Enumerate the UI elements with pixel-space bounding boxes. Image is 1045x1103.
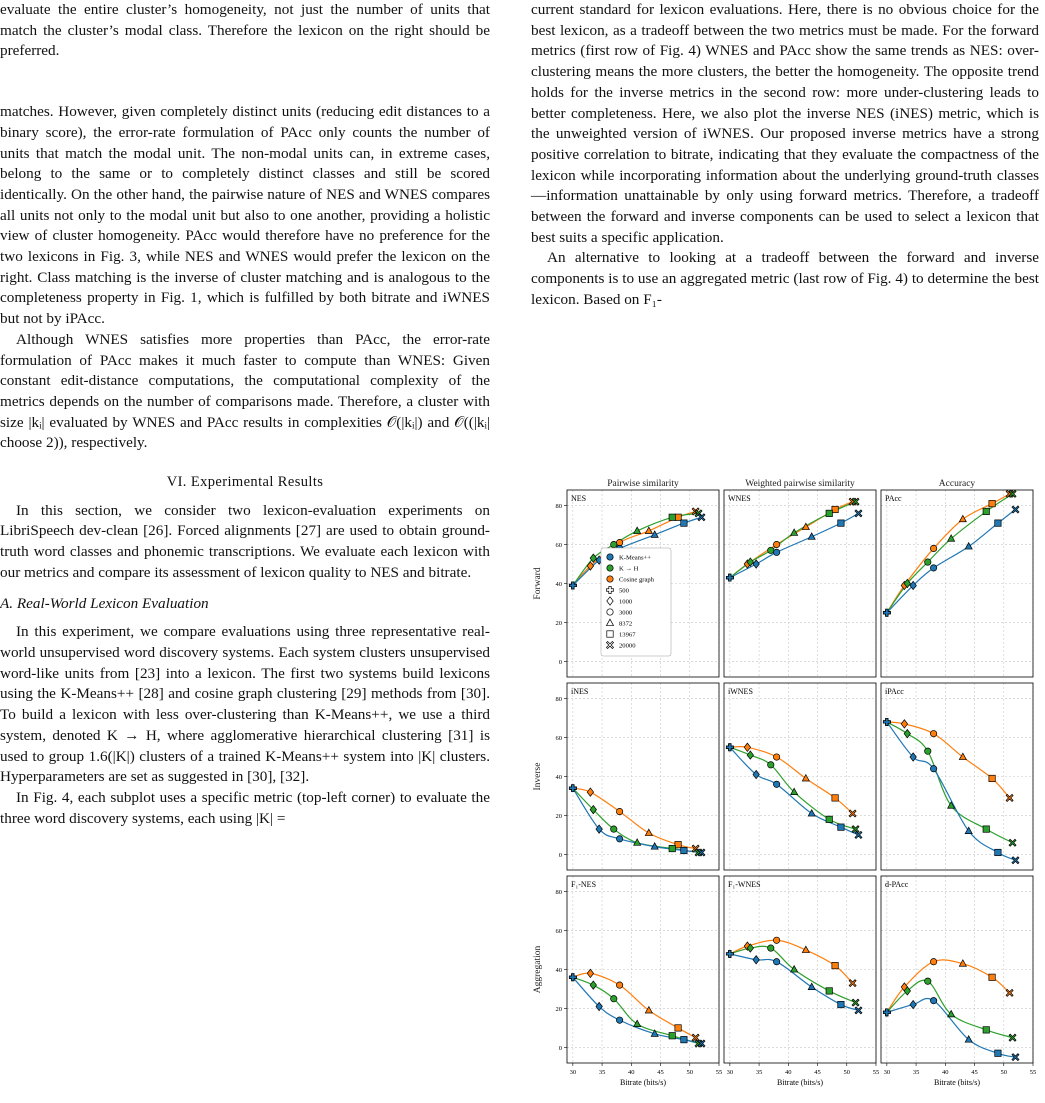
subplot-title: WNES [728,494,751,503]
marker-diamond [904,729,910,737]
marker-diamond [753,560,759,568]
marker-circle [768,762,774,768]
marker-triangle [791,966,798,972]
subplot-F₁-NES [556,876,723,1087]
marker-square [983,1027,989,1033]
row-label: Inverse [533,762,543,791]
marker-circle [616,836,622,842]
marker-triangle [808,810,815,816]
column-title: Weighted pairwise similarity [745,479,855,489]
marker-triangle [802,775,809,781]
row-label: Forward [533,567,543,600]
marker-triangle [959,753,966,759]
marker-square [681,847,687,853]
x-tick-label: 50 [686,1069,694,1076]
x-tick-label: 50 [1000,1069,1008,1076]
marker-diamond [587,969,593,977]
paragraph: matches. However, given completely distinct units (reducing edit distances to a binary score), the error-rate formulation of PAcc only counts the number of units that match the modal unit. The non-modal units can, in extreme cases, belong to the same or to completely distinct classes and still be scored identically. On the other hand, the pairwise nature of NES and WNES compares all units not only to the modal unit but also to one another, providing a holistic view of cluster homogeneity. PAcc would therefore have no preference for the two lexicons in Fig. 3, while NES and WNES would prefer the lexicon on the right. Class matching is the inverse of cluster matching and is analogous to the completeness property in Fig. 1, which is fulfilled by both bitrate and iWNES but not by iPAcc. [0,103,490,328]
marker-circle [616,1017,622,1023]
legend-swatch [607,565,613,571]
marker-square [669,1033,675,1039]
marker-square [681,1036,687,1042]
series-line [887,722,1013,843]
series-line [730,946,856,1002]
y-tick-label: 80 [555,889,562,897]
marker-diamond [590,981,596,989]
marker-x [852,999,859,1006]
marker-diamond [901,720,907,728]
legend-label: 13967 [619,631,636,639]
marker-square [669,514,675,520]
marker-square [989,775,995,781]
section-heading: VI. Experimental Results [166,474,324,491]
y-tick-label: 60 [555,928,562,936]
subplot-NES [556,490,720,677]
marker-square [995,849,1001,855]
subplot-title: iNES [571,687,589,696]
marker-circle [773,549,779,555]
marker-square [675,1025,681,1031]
x-tick-label: 30 [883,1069,891,1076]
y-tick-label: 0 [558,1044,562,1052]
marker-square [995,520,1001,526]
marker-circle [930,959,936,965]
subplot-title: F₁-NES [571,880,597,889]
legend-label: 500 [619,587,629,595]
subplot-title: iWNES [728,687,753,696]
legend-label: Cosine graph [619,576,654,584]
marker-diamond [910,1000,916,1008]
marker-x [1009,1034,1016,1041]
marker-x [849,810,856,817]
column-title: Accuracy [938,479,976,489]
y-tick-label: 60 [555,735,562,743]
marker-x [849,980,856,987]
marker-diamond [744,743,750,751]
column-title: Pairwise similarity [607,479,679,489]
x-tick-label: 55 [715,1069,723,1076]
marker-x [1006,989,1013,996]
x-axis-label: Bitrate (bits/s) [620,1078,666,1087]
marker-circle [930,766,936,772]
marker-circle [925,748,931,754]
marker-circle [773,541,779,547]
legend [601,548,671,656]
marker-circle [616,539,622,545]
subplot-d-PAcc [881,876,1036,1087]
series-line [730,747,856,829]
y-tick-label: 40 [555,967,562,974]
subplot-iWNES [724,683,876,870]
legend-label: 20000 [619,642,636,650]
marker-square [681,520,687,526]
marker-triangle [965,543,972,549]
left-column [0,0,490,829]
y-tick-label: 80 [555,696,562,704]
paragraph: In Fig. 4, each subplot uses a specific metric (top-left corner) to evaluate the three word discovery systems, each using |K| = [0,788,490,827]
marker-square [832,506,838,512]
series-line [887,999,1016,1058]
x-tick-label: 55 [1029,1069,1037,1076]
marker-square [826,510,832,516]
marker-square [983,826,989,832]
subplot-F₁-WNES [724,876,879,1087]
marker-square [669,845,675,851]
marker-square [838,1001,844,1007]
subplot-WNES [724,490,876,677]
marker-circle [925,559,931,565]
figure-4-grid [531,478,1045,1103]
marker-circle [925,978,931,984]
marker-circle [616,808,622,814]
y-tick-label: 20 [555,812,562,820]
marker-diamond [747,751,753,759]
marker-square [995,1050,1001,1056]
y-tick-label: 0 [558,658,562,666]
subplot-title: d-PAcc [885,880,909,889]
marker-square [832,962,838,968]
marker-square [607,631,613,637]
legend-swatch [607,576,613,582]
x-tick-label: 35 [755,1069,763,1076]
y-tick-label: 40 [555,581,562,588]
y-tick-label: 20 [555,619,562,627]
marker-diamond [753,956,759,964]
marker-circle [930,545,936,551]
paragraph: current standard for lexicon evaluations. Here, there is no obvious choice for the best lexicon, as a tradeoff between the two metrics must be made. For the forward metrics (first row of Fig. 4) WNES and PAcc show the same trends as NES: over-clustering means the more clusters, the better the homogeneity. The opposite trend holds for the inverse metrics in the second row: more under-clustering leads to better completeness. Here, we also plot the inverse NES (iNES) metric, which is the unweighted version of iWNES. Our proposed inverse metrics have a strong positive correlation to bitrate, indicating that they evaluate the compactness of the lexicon while incorporating information about the underlying ground-truth classes—information unattainable by only using forward metrics. Therefore, a tradeoff between the forward and inverse components can be used to select a lexicon that best suits a specific application. [531,1,1039,246]
marker-triangle [959,515,966,521]
paragraph: In this section, we consider two lexicon-evaluation experiments on LibriSpeech dev-clean [26]. Forced alignments [27] are used to obtain ground-truth word classes and phonemic transcriptions. We evaluate each lexicon with our metrics and compare its assessment of lexicon quality to NES and bitrate. [0,501,490,581]
y-tick-label: 0 [558,851,562,859]
marker-x [1012,506,1019,513]
marker-circle [768,547,774,553]
x-tick-label: 40 [628,1069,635,1076]
subplot-iPAcc [881,683,1033,870]
paragraph: An alternative to looking at a tradeoff between the forward and inverse components is to use an aggregated metric (last row of Fig. 4) to determine the best lexicon. Based on F₁- [531,249,1039,308]
x-tick-label: 45 [971,1069,978,1076]
x-axis-label: Bitrate (bits/s) [934,1078,980,1087]
marker-triangle [634,1020,641,1026]
x-tick-label: 35 [912,1069,920,1076]
marker-x [1006,794,1013,801]
right-column [531,0,1039,311]
marker-triangle [808,983,815,989]
subplot-title: NES [571,494,587,503]
marker-x [1012,857,1019,864]
subplot-title: PAcc [885,494,902,503]
x-tick-label: 40 [942,1069,949,1076]
marker-circle [773,937,779,943]
marker-square [675,841,681,847]
legend-label: K-Means++ [619,554,651,562]
paragraph: Although WNES satisfies more properties than PAcc, the error-rate formulation of PAcc makes it much faster to compute than WNES: Given constant edit-distance computations, the computational complexity of the metrics depends on the number of comparisons made. Therefore, a cluster with size |kᵢ| evaluated by WNES and PAcc results in complexities 𝒪(|kᵢ|) and 𝒪((|kᵢ| choose 2)), respectively. [0,330,490,452]
x-tick-label: 35 [598,1069,606,1076]
marker-square [989,500,995,506]
x-tick-label: 30 [726,1069,734,1076]
x-tick-label: 45 [657,1069,664,1076]
marker-square [675,514,681,520]
paragraph: In this experiment, we compare evaluations using three representative real-world unsupervised word discovery systems. Each system clusters unsupervised word-like units from [23] into a lexicon. The first two systems build lexicons using the K-Means++ [28] and cosine graph clustering [29] methods from [30]. To build a lexicon with less over-clustering than K-Means++, we use a third system, denoted K → H, where agglomerative hierarchical clustering [31] is used to group 1.6(|K|) clusters of a trained K-Means++ system into |K| clusters. Hyperparameters are set as suggested in [30], [32]. [0,623,490,786]
marker-x [855,1007,862,1014]
subsection-heading: A. Real-World Lexicon Evaluation [0,594,209,612]
marker-square [989,974,995,980]
x-tick-label: 40 [785,1069,792,1076]
marker-x [1009,839,1016,846]
marker-diamond [753,770,759,778]
marker-plus [726,950,733,957]
legend-label: 8372 [619,620,633,628]
subplot-title: F₁-WNES [728,880,761,889]
marker-square [826,988,832,994]
marker-circle [611,541,617,547]
marker-circle [611,996,617,1002]
marker-triangle [645,829,652,835]
y-tick-label: 20 [555,1005,562,1013]
subplot-iNES [556,683,720,870]
marker-circle [930,997,936,1003]
marker-x [855,510,862,517]
legend-swatch [607,554,613,560]
marker-circle [930,730,936,736]
legend-label: 3000 [619,609,633,617]
series-line [887,722,1016,860]
marker-circle [930,565,936,571]
marker-diamond [587,788,593,796]
marker-square [826,816,832,822]
marker-square [838,824,844,830]
legend-label: K → H [619,565,639,573]
x-tick-label: 55 [872,1069,880,1076]
x-tick-label: 30 [569,1069,577,1076]
x-tick-label: 50 [843,1069,851,1076]
marker-square [832,795,838,801]
y-tick-label: 80 [555,503,562,511]
marker-triangle [645,1007,652,1013]
marker-circle [773,781,779,787]
y-tick-label: 40 [555,774,562,781]
marker-square [983,508,989,514]
x-tick-label: 45 [814,1069,821,1076]
marker-circle [773,959,779,965]
marker-circle [607,609,613,615]
paragraph: evaluate the entire cluster’s homogeneity, not just the number of units that match the cluster’s modal class. Therefore the lexicon on the right should be preferred. [0,1,490,60]
marker-circle [611,826,617,832]
subplot-title: iPAcc [885,687,904,696]
marker-square [838,520,844,526]
y-tick-label: 60 [555,542,562,550]
x-axis-label: Bitrate (bits/s) [777,1078,823,1087]
marker-circle [616,982,622,988]
series-line [887,494,1013,613]
series-line [887,494,1010,613]
subplot-PAcc [881,490,1033,677]
legend-label: 1000 [619,598,633,606]
marker-circle [768,945,774,951]
marker-circle [773,754,779,760]
row-label: Aggregation [533,945,543,994]
